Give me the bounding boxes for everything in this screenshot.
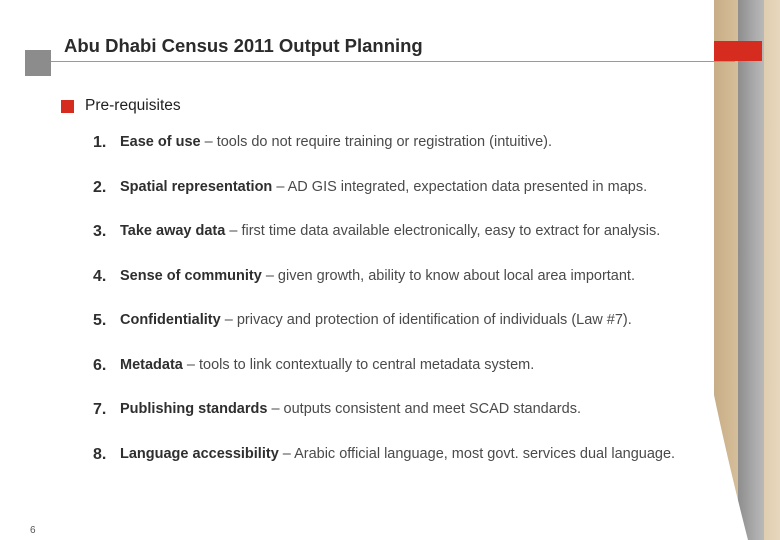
- item-text: [120, 134, 552, 150]
- header-red-accent: [714, 41, 762, 61]
- item-description: – outputs consistent and meet SCAD standards.: [267, 401, 581, 417]
- section-header: [61, 97, 181, 115]
- item-number: 3.: [93, 223, 107, 240]
- item-term: Metadata: [120, 356, 183, 373]
- item-term: Language accessibility: [120, 445, 279, 462]
- list-item: [93, 446, 743, 491]
- item-number: 7.: [93, 401, 107, 418]
- item-term: Sense of community: [120, 267, 262, 284]
- item-number: 6.: [93, 356, 107, 374]
- item-number: 5.: [93, 312, 107, 329]
- list-item: [93, 134, 743, 179]
- header-rule: [25, 61, 735, 62]
- list-item: [93, 223, 743, 268]
- item-description: – first time data available electronically, easy to extract for analysis.: [225, 223, 661, 239]
- item-text: [120, 268, 635, 284]
- item-term: Spatial representation: [120, 178, 273, 195]
- item-text: [120, 401, 581, 417]
- item-description: – given growth, ability to know about local area important.: [261, 267, 635, 284]
- section-label: Pre-requisites: [85, 97, 181, 114]
- slide-title: Abu Dhabi Census 2011 Output Planning: [64, 35, 423, 56]
- requirements-list: [93, 134, 743, 490]
- list-item: [93, 357, 743, 402]
- item-description: – Arabic official language, most govt. services dual language.: [278, 445, 676, 462]
- item-text: [120, 446, 675, 462]
- item-term: Take away data: [120, 223, 226, 239]
- item-description: – tools to link contextually to central metadata system.: [182, 356, 535, 373]
- list-item: [93, 268, 743, 313]
- item-description: – privacy and protection of identification of individuals (Law #7).: [220, 312, 632, 328]
- item-number: 1.: [93, 134, 107, 151]
- item-description: – tools do not require training or registration (intuitive).: [200, 134, 552, 150]
- item-text: [120, 179, 647, 195]
- item-term: Publishing standards: [120, 401, 268, 417]
- header-gray-square: [25, 50, 51, 76]
- item-text: [120, 312, 632, 328]
- item-text: [120, 223, 660, 239]
- item-number: 4.: [93, 267, 107, 285]
- item-number: 2.: [93, 178, 107, 196]
- item-text: [120, 357, 534, 373]
- list-item: [93, 179, 743, 224]
- item-number: 8.: [93, 445, 107, 463]
- item-term: Confidentiality: [120, 312, 221, 328]
- list-item: [93, 312, 743, 357]
- list-item: [93, 401, 743, 446]
- red-square-bullet-icon: [61, 100, 74, 113]
- item-description: – AD GIS integrated, expectation data presented in maps.: [272, 178, 648, 195]
- item-term: Ease of use: [120, 134, 201, 150]
- page-number: 6: [30, 525, 36, 536]
